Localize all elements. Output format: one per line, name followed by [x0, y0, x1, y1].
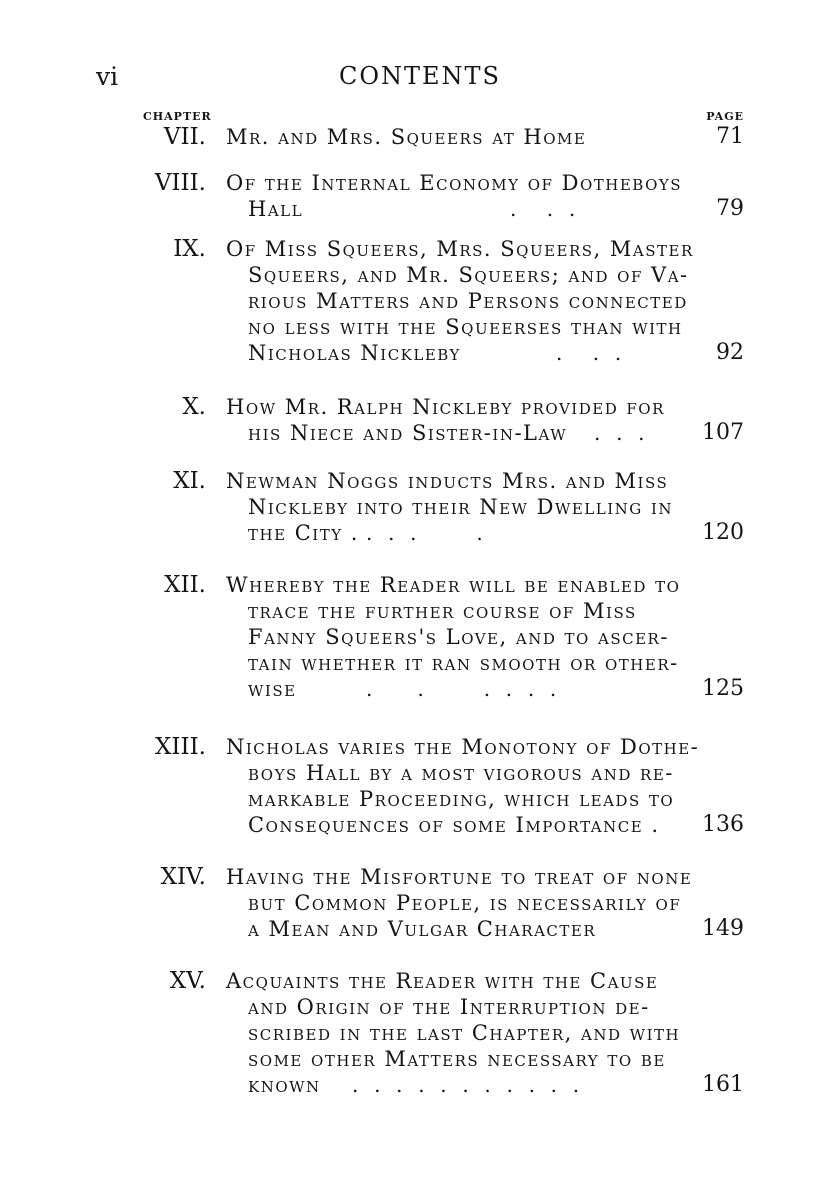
- chapter-title-line: Having the Misfortune to treat of none: [226, 865, 693, 889]
- chapter-title-line: no less with the Squeerses than with: [248, 315, 683, 339]
- dot-leader: . . .: [594, 421, 646, 445]
- chapter-title-line: Squeers, and Mr. Squeers; and of Va-: [248, 263, 689, 287]
- chapter-number: XIV.: [160, 864, 206, 890]
- chapter-title-line: his Niece and Sister-in-Law: [248, 421, 568, 445]
- chapter-title-line: a Mean and Vulgar Character: [248, 917, 597, 941]
- page-title: CONTENTS: [338, 62, 501, 90]
- dot-leader: . . .: [556, 341, 623, 365]
- chapter-title-line: How Mr. Ralph Nickleby provided for: [226, 395, 665, 419]
- page-number: 107: [702, 420, 744, 445]
- chapter-title-line: Consequences of some Importance .: [248, 813, 660, 837]
- chapter-title-line: boys Hall by a most vigorous and re-: [248, 761, 674, 785]
- chapter-title-line: wise: [248, 677, 297, 701]
- chapter-number: VII.: [163, 124, 206, 150]
- chapter-number: IX.: [173, 236, 206, 262]
- page-number: 120: [702, 520, 744, 545]
- chapter-title-line: Mr. and Mrs. Squeers at Home: [226, 125, 587, 149]
- chapter-title-line: but Common People, is necessarily of: [248, 891, 682, 915]
- chapter-title-line: Acquaints the Reader with the Cause: [226, 969, 659, 993]
- dot-leader: . . . . . .: [366, 677, 558, 701]
- chapter-title-line: Nicholas Nickleby: [248, 341, 461, 365]
- chapter-number: XI.: [173, 468, 206, 494]
- chapter-number: VIII.: [154, 170, 206, 196]
- page-number: 79: [716, 196, 744, 221]
- page-number: 125: [702, 676, 744, 701]
- chapter-title-line: Nicholas varies the Monotony of Dothe-: [226, 735, 700, 759]
- chapter-title-line: Nickleby into their New Dwelling in: [248, 495, 673, 519]
- folio: vi: [96, 62, 119, 91]
- chapter-title-line: known: [248, 1073, 321, 1097]
- chapter-title-line: some other Matters necessary to be: [248, 1047, 666, 1071]
- chapter-title-line: Newman Noggs inducts Mrs. and Miss: [226, 469, 669, 493]
- chapter-title-line: Whereby the Reader will be enabled to: [226, 573, 681, 597]
- chapter-title-line: rious Matters and Persons connected: [248, 289, 688, 313]
- chapter-title-line: trace the further course of Miss: [248, 599, 637, 623]
- chapter-number: X.: [182, 394, 206, 420]
- dot-leader: . . . . . . . . . . .: [352, 1073, 581, 1097]
- chapter-number: XII.: [164, 572, 206, 598]
- chapter-title-line: Hall: [248, 197, 304, 221]
- chapter-title-line: Fanny Squeers's Love, and to ascer-: [248, 625, 669, 649]
- page-number: 161: [702, 1072, 744, 1097]
- chapter-title-line: Of Miss Squeers, Mrs. Squeers, Master: [226, 237, 694, 261]
- page-number: 149: [702, 916, 744, 941]
- chapter-number: XV.: [169, 968, 206, 994]
- chapter-title-line: and Origin of the Interruption de-: [248, 995, 650, 1019]
- chapter-title-line: tain whether it ran smooth or other-: [248, 651, 679, 675]
- dot-leader: . . . .: [366, 521, 484, 545]
- chapter-title-line: markable Proceeding, which leads to: [248, 787, 675, 811]
- chapter-title-line: the City .: [248, 521, 359, 545]
- dot-leader: . . .: [510, 197, 577, 221]
- chapter-column-label: CHAPTER: [143, 110, 212, 123]
- page-column-label: PAGE: [706, 110, 744, 123]
- chapter-title-line: scribed in the last Chapter, and with: [248, 1021, 681, 1045]
- page-number: 136: [702, 812, 744, 837]
- page-number: 92: [716, 340, 744, 365]
- page-number: 71: [716, 124, 744, 149]
- chapter-title-line: Of the Internal Economy of Dotheboys: [226, 171, 683, 195]
- chapter-number: XIII.: [155, 734, 206, 760]
